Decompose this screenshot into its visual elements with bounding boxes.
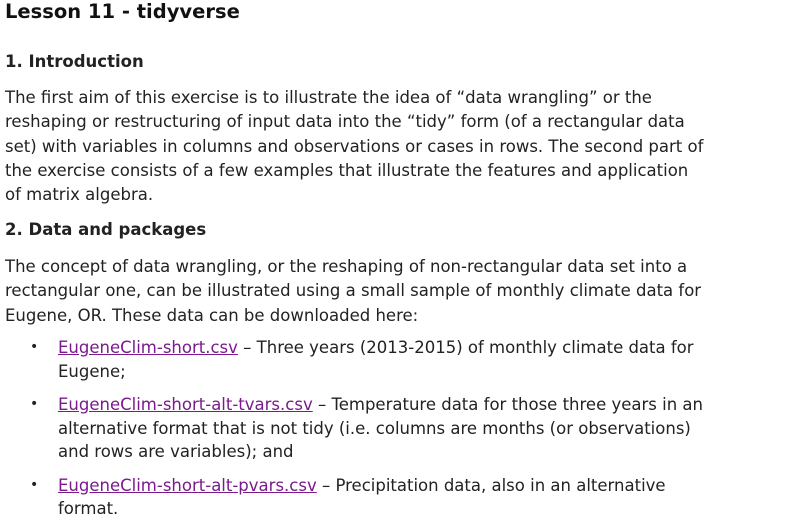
- section-paragraph-data-and-packages: The concept of data wrangling, or the reshaping of non-rectangular data set into a rectangular one, can be illustrated using a small sample of monthly climate data for Eugene, OR. These data can be downloaded here:: [5, 257, 702, 325]
- section-paragraph-introduction: The first aim of this exercise is to illustrate the idea of “data wrangling” or the reshaping or restructuring of input data into the “tidy” form (of a rectangular data set) with variables in columns and observations or cases in rows. The second part of the exercise consists of a few examples that illustrate the features and application of matrix algebra.: [5, 88, 704, 205]
- download-link-eugeneclim-short-alt-tvars[interactable]: EugeneClim-short-alt-tvars.csv: [58, 395, 313, 414]
- download-description: – Three years (2013-2015) of monthly climate data for Eugene;: [58, 338, 694, 381]
- list-item: [30, 336, 710, 383]
- download-list: [30, 336, 710, 531]
- download-description: – Temperature data for those three years in an alternative format that is not tidy (i.e. columns are months (or observations) and rows are variables); and: [58, 395, 703, 461]
- bullet-icon: •: [30, 339, 39, 355]
- bullet-icon: •: [30, 476, 39, 493]
- download-link-eugeneclim-short-alt-pvars[interactable]: EugeneClim-short-alt-pvars.csv: [58, 475, 317, 495]
- section-heading-data-and-packages: 2. Data and packages: [5, 220, 207, 239]
- bullet-icon: •: [30, 396, 39, 412]
- download-description: – Precipitation data, also in an alternative format.: [58, 475, 666, 518]
- page-title: Lesson 11 - tidyverse: [5, 0, 240, 23]
- section-heading-introduction: 1. Introduction: [5, 52, 144, 71]
- list-item: [30, 474, 710, 521]
- download-link-eugeneclim-short[interactable]: EugeneClim-short.csv: [58, 338, 238, 357]
- list-item: [30, 393, 710, 464]
